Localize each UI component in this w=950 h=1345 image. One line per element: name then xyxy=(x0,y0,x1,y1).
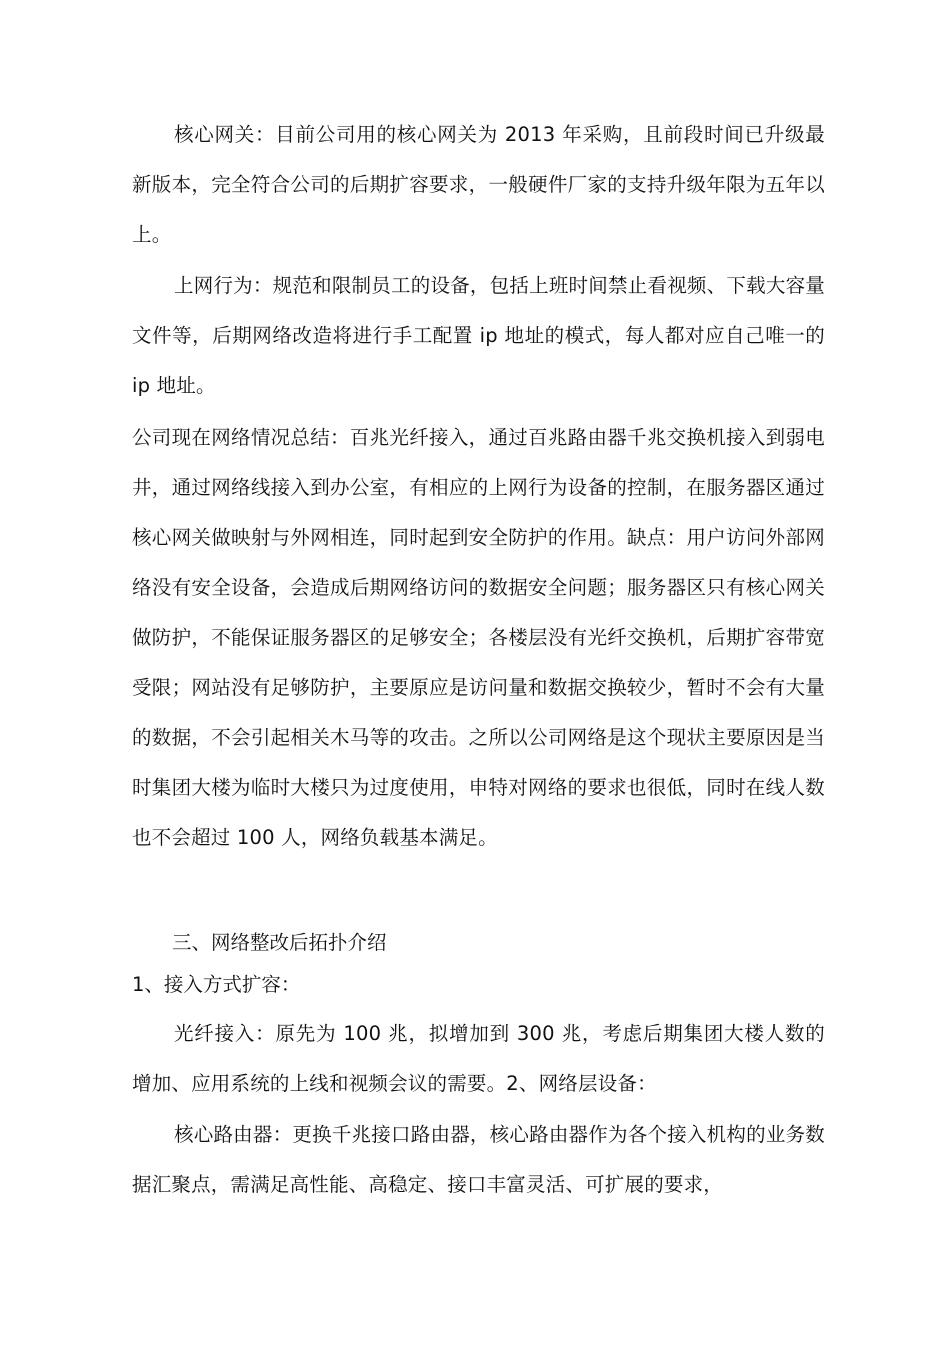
paragraph-core-gateway: 核心网关：目前公司用的核心网关为 2013 年采购，且前段时间已升级最新版本，完全符合公司的后期扩容要求，一般硬件厂家的支持升级年限为五年以上。 xyxy=(132,123,825,246)
paragraph-core-router: 核心路由器：更换千兆接口路由器，核心路由器作为各个接入机构的业务数据汇聚点，需满足高性能、高稳定、接口丰富灵活、可扩展的要求， xyxy=(132,1123,825,1196)
section-heading-topology: 三、网络整改后拓扑介绍 xyxy=(172,931,387,954)
paragraph-network-summary: 公司现在网络情况总结：百兆光纤接入，通过百兆路由器千兆交换机接入到弱电井，通过网络线接入到办公室，有相应的上网行为设备的控制，在服务器区通过核心网关做映射与外网相连，同时起到安全防护的作用。缺点：用户访问外部网络没有安全设备，会造成后期网络访问的数据安全问题；服务器区只有核心网关做防护，不能保证服务器区的足够安全；各楼层没有光纤交换机，后期扩容带宽受限；网站没有足够防护，主要原应是访问量和数据交换较少，暂时不会有大量的数据，不会引起相关木马等的攻击。之所以公司网络是这个现状主要原因是当时集团大楼为临时大楼只为过度使用，申特对网络的要求也很低，同时在线人数也不会超过 100 人，网络负载基本满足。 xyxy=(132,426,825,849)
paragraph-internet-behavior: 上网行为：规范和限制员工的设备，包括上班时间禁止看视频、下载大容量文件等，后期网络改造将进行手工配置 ip 地址的模式，每人都对应自己唯一的 ip 地址。 xyxy=(132,274,825,397)
paragraph-fiber-access: 光纤接入：原先为 100 兆，拟增加到 300 兆，考虑后期集团大楼人数的增加、应用系统的上线和视频会议的需要。2、网络层设备： xyxy=(132,1022,825,1095)
subheading-access-expansion: 1、接入方式扩容： xyxy=(132,973,301,996)
